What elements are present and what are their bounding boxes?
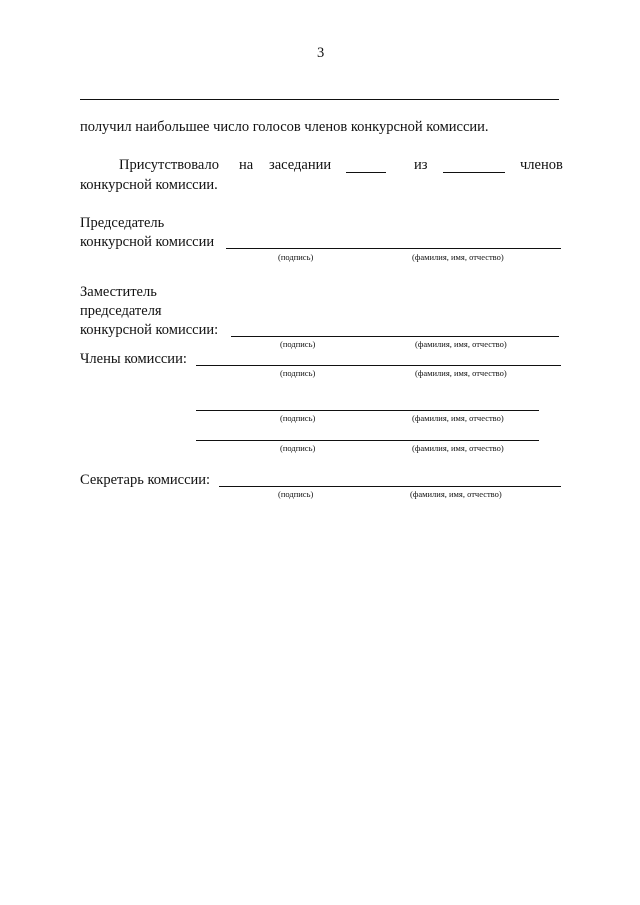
- deputy-label: Заместитель: [80, 284, 157, 300]
- signature-caption: (подпись): [280, 443, 316, 453]
- deputy-signature-line: [231, 336, 559, 337]
- deputy-label: председателя: [80, 303, 162, 319]
- member-signature-line: [196, 440, 539, 441]
- name-caption: (фамилия, имя, отчество): [415, 339, 507, 349]
- attendance-word: Присутствовало: [119, 157, 219, 173]
- name-caption: (фамилия, имя, отчество): [412, 413, 504, 423]
- attendance-word: заседании: [269, 157, 332, 173]
- deputy-label: конкурсной комиссии:: [80, 322, 219, 338]
- signature-caption: (подпись): [280, 413, 316, 423]
- total-count-blank: [443, 172, 505, 173]
- chairman-label: Председатель: [80, 215, 165, 231]
- member-signature-line: [196, 410, 539, 411]
- secretary-label: Секретарь комиссии:: [80, 472, 211, 488]
- members-label: Члены комиссии:: [80, 351, 187, 367]
- body-text-line: получил наибольшее число голосов членов конкурсной комиссии.: [80, 119, 489, 135]
- top-rule: [80, 99, 559, 100]
- signature-caption: (подпись): [280, 339, 316, 349]
- page-number: 3: [317, 45, 325, 61]
- attendance-word: членов: [520, 157, 563, 173]
- secretary-signature-line: [219, 486, 561, 487]
- name-caption: (фамилия, имя, отчество): [412, 443, 504, 453]
- chairman-label: конкурсной комиссии: [80, 234, 215, 250]
- attendance-word: на: [239, 157, 254, 173]
- present-count-blank: [346, 172, 386, 173]
- signature-caption: (подпись): [280, 368, 316, 378]
- signature-caption: (подпись): [278, 489, 314, 499]
- chairman-signature-line: [226, 248, 561, 249]
- signature-caption: (подпись): [278, 252, 314, 262]
- name-caption: (фамилия, имя, отчество): [412, 252, 504, 262]
- attendance-word: из: [414, 157, 428, 173]
- name-caption: (фамилия, имя, отчество): [415, 368, 507, 378]
- attendance-continuation: конкурсной комиссии.: [80, 177, 218, 193]
- name-caption: (фамилия, имя, отчество): [410, 489, 502, 499]
- member-signature-line: [196, 365, 561, 366]
